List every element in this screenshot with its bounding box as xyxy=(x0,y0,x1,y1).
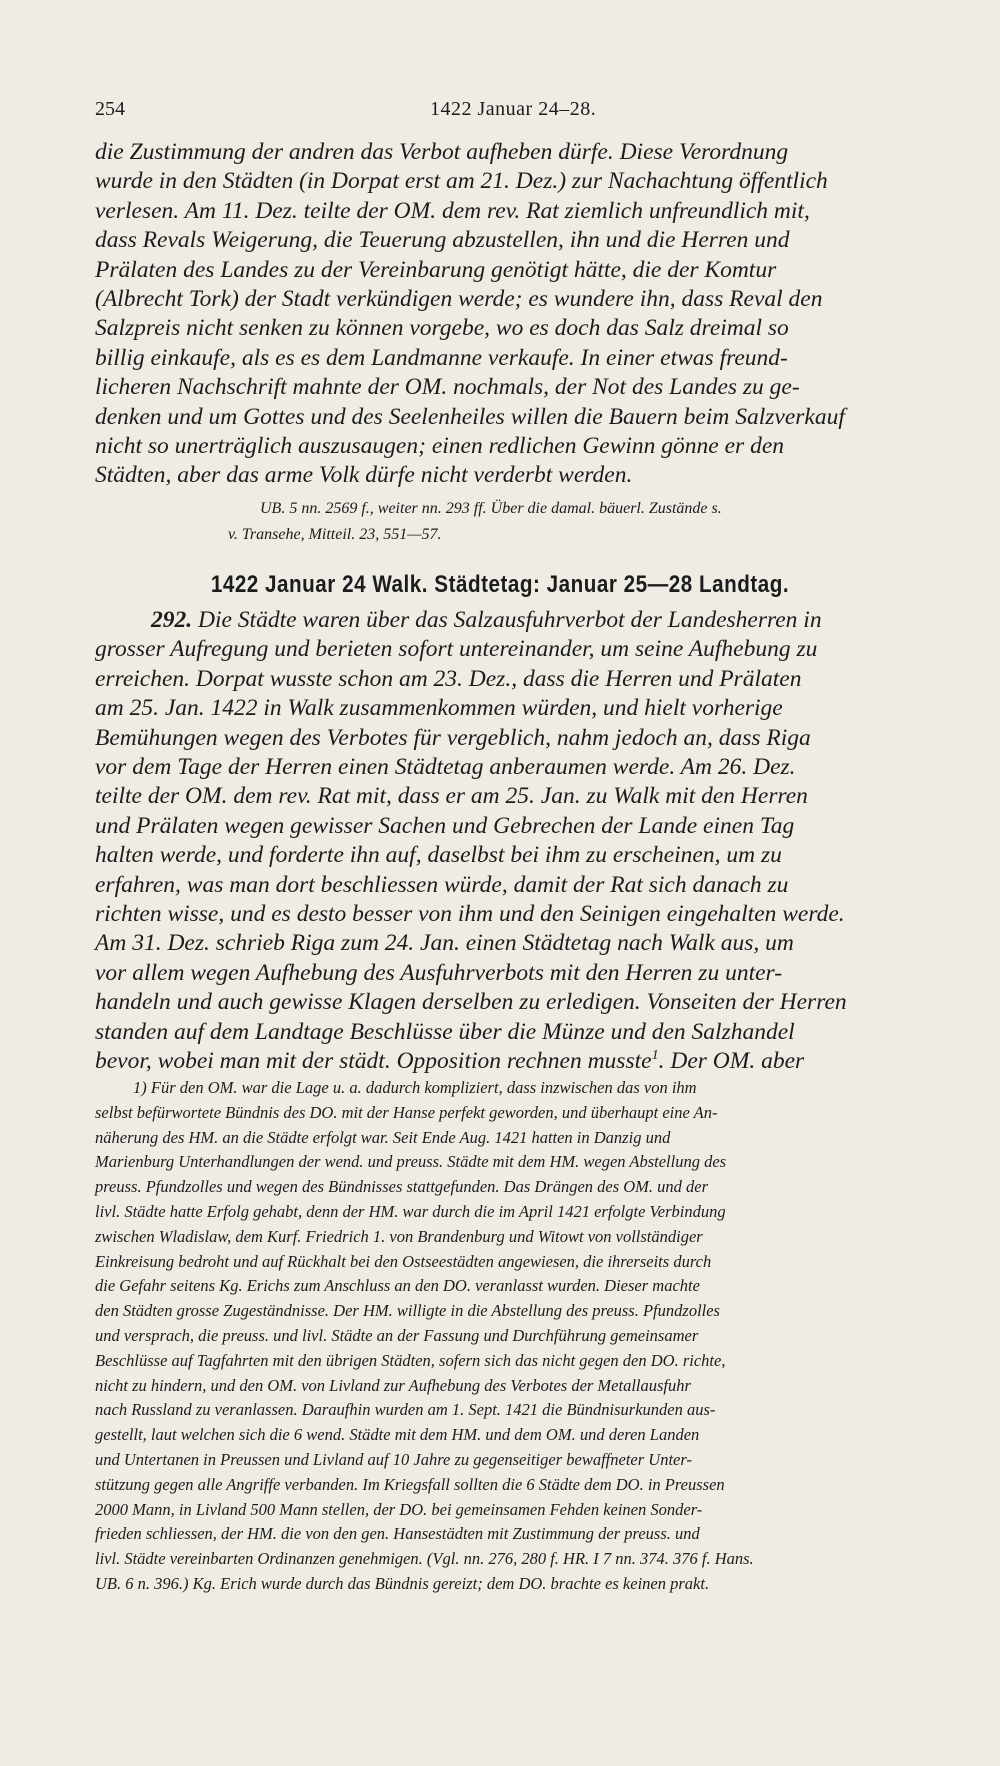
text-line: wurde in den Städten (in Dorpat erst am 21. Dez.) zur Nachachtung öffentlich xyxy=(95,168,828,195)
text-line: halten werde, und forderte ihn auf, daselbst bei ihm zu erscheinen, um zu xyxy=(95,842,782,869)
footnote-line: frieden schliessen, der HM. die von den gen. Hansestädten mit Zustimmung der preuss. und xyxy=(95,1524,700,1544)
footnote-line: und versprach, die preuss. und livl. Städte an der Fassung und Durchführung gemeinsamer xyxy=(95,1325,699,1345)
running-title: 1422 Januar 24–28. xyxy=(430,98,597,120)
text-line: und Prälaten wegen gewisser Sachen und Gebrechen der Lande einen Tag xyxy=(95,812,795,839)
text-line: grosser Aufregung und berieten sofort untereinander, um seine Aufhebung zu xyxy=(95,636,818,663)
text-line: Prälaten des Landes zu der Vereinbarung genötigt hätte, die der Komtur xyxy=(95,256,777,283)
footnote-marker: 1) xyxy=(133,1078,147,1097)
text-line: Salzpreis nicht senken zu können vorgebe, wo es doch das Salz dreimal so xyxy=(95,315,789,342)
footnotes xyxy=(95,1076,925,1597)
footnote-line: Beschlüsse auf Tagfahrten mit den übrigen Städten, sofern sich das nicht gegen den DO. richte, xyxy=(95,1350,726,1370)
footnote-line: die Gefahr seitens Kg. Erichs zum Anschluss an den DO. veranlasst wurden. Dieser machte xyxy=(95,1276,700,1296)
footnote-text: Für den OM. war die Lage u. a. dadurch kompliziert, dass inzwischen das von ihm xyxy=(150,1078,697,1097)
text-line: vor allem wegen Aufhebung des Ausfuhrverbots mit den Herren zu unter- xyxy=(95,959,783,986)
footnote-line: selbst befürwortete Bündnis des DO. mit der Hanse perfekt geworden, und überhaupt eine An- xyxy=(95,1102,718,1122)
footnote-line: nach Russland zu veranlassen. Daraufhin wurden am 1. Sept. 1421 die Bündnisurkunden aus- xyxy=(95,1400,716,1420)
footnote-line: und Untertanen in Preussen und Livland auf 10 Jahre zu gegenseitiger bewaffneter Unter- xyxy=(95,1449,692,1469)
footnote-line: nicht zu hindern, und den OM. von Livland zur Aufhebung des Verbotes der Metallausfuhr xyxy=(95,1375,691,1395)
footnote-line xyxy=(95,1076,925,1101)
footnote-line: preuss. Pfundzolles und wegen des Bündnisses stattgefunden. Das Drängen des OM. und der xyxy=(95,1177,709,1197)
intro-paragraph xyxy=(95,138,943,491)
text-line: Städten, aber das arme Volk dürfe nicht verderbt werden. xyxy=(95,462,633,489)
text-line: handeln und auch gewisse Klagen derselben zu erledigen. Vonseiten der Herren xyxy=(95,989,847,1016)
text-line: richten wisse, und es desto besser von ihm und den Seinigen eingehalten werde. xyxy=(95,901,845,928)
text-line: denken und um Gottes und des Seelenheiles willen die Bauern beim Salzverkauf xyxy=(95,403,845,430)
footnote-line: gestellt, laut welchen sich die 6 wend. Städte mit dem HM. und dem OM. und deren Landen xyxy=(95,1425,700,1445)
text-line: die Zustimmung der andren das Verbot aufheben dürfe. Diese Verordnung xyxy=(95,139,789,165)
footnote-line: 2000 Mann, in Livland 500 Mann stellen, der DO. bei gemeinsamen Fehden keinen Sonder- xyxy=(95,1499,703,1519)
text-line: Am 31. Dez. schrieb Riga zum 24. Jan. einen Städtetag nach Walk aus, um xyxy=(95,930,794,957)
footnote-line: stützung gegen alle Angriffe verbanden. Im Kriegsfall sollten die 6 Städte dem DO. in Preussen xyxy=(95,1474,725,1494)
footnote-line: UB. 6 n. 396.) Kg. Erich wurde durch das Bündnis gereizt; dem DO. brachte es keinen prakt. xyxy=(95,1573,710,1593)
text-line-rest: Die Städte waren über das Salzausfuhrverbot der Landesherren in xyxy=(192,607,822,633)
footnote-line: näherung des HM. an die Städte erfolgt war. Seit Ende Aug. 1421 hatten in Danzig und xyxy=(95,1127,671,1147)
footnote-line: den Städten grosse Zugeständnisse. Der HM. willigte in die Abstellung des preuss. Pfundzolles xyxy=(95,1301,720,1321)
footnote-line: livl. Städte hatte Erfolg gehabt, denn der HM. war durch die im April 1421 erfolgte Verbindung xyxy=(95,1201,726,1221)
footnote-line: Marienburg Unterhandlungen der wend. und preuss. Städte mit dem HM. wegen Abstellung des xyxy=(95,1152,727,1172)
footnote-line: livl. Städte vereinbarten Ordinanzen genehmigen. (Vgl. nn. 276, 280 f. HR. I 7 nn. 374. 376 f. Hans. xyxy=(95,1549,754,1569)
text-line: verlesen. Am 11. Dez. teilte der OM. dem rev. Rat ziemlich unfreundlich mit, xyxy=(95,197,810,224)
source-citation: UB. 5 nn. 2569 f., weiter nn. 293 ff. Über die damal. bäuerl. Zustände s. xyxy=(260,500,722,517)
text-line: dass Revals Weigerung, die Teuerung abzustellen, ihn und die Herren und xyxy=(95,227,790,254)
footnote-line: Einkreisung bedroht und auf Rückhalt bei den Ostseestädten angewiesen, die ihrerseits durch xyxy=(95,1251,712,1271)
source-citation: v. Transehe, Mitteil. 23, 551—57. xyxy=(228,526,442,543)
text-line: Bemühungen wegen des Verbotes für vergeblich, nahm jedoch an, dass Riga xyxy=(95,724,811,751)
document-entry xyxy=(95,606,943,1077)
text-line: teilte der OM. dem rev. Rat mit, dass er am 25. Jan. zu Walk mit den Herren xyxy=(95,783,808,810)
text-line xyxy=(95,1047,943,1076)
running-head xyxy=(95,98,925,128)
section-heading: 1422 Januar 24 Walk. Städtetag: Januar 25—28 Landtag. xyxy=(210,571,790,598)
text-line: erreichen. Dorpat wusste schon am 23. Dez., dass die Herren und Prälaten xyxy=(95,665,802,692)
text-line: (Albrecht Tork) der Stadt verkündigen werde; es wundere ihn, dass Reval den xyxy=(95,286,823,313)
text-line: billig einkaufe, als es es dem Landmanne verkaufe. In einer etwas freund- xyxy=(95,344,788,371)
text-line-part: bevor, wobei man mit der städt. Opposition rechnen musste xyxy=(95,1048,652,1075)
page-number: 254 xyxy=(95,98,125,120)
footnote-line: zwischen Wladislaw, dem Kurf. Friedrich 1. von Brandenburg und Witowt von vollständiger xyxy=(95,1226,703,1246)
footnote-reference[interactable]: 1 xyxy=(651,1047,659,1064)
text-line: licheren Nachschrift mahnte der OM. nochmals, der Not des Landes zu ge- xyxy=(95,374,800,401)
text-line: am 25. Jan. 1422 in Walk zusammenkommen würden, und hielt vorherige xyxy=(95,695,783,722)
text-line: erfahren, was man dort beschliessen würde, damit der Rat sich danach zu xyxy=(95,871,789,898)
text-line: nicht so unerträglich auszusaugen; einen redlichen Gewinn gönne er den xyxy=(95,433,784,460)
text-line-part: . Der OM. aber xyxy=(658,1048,805,1075)
document-number: 292. xyxy=(151,607,193,633)
text-line xyxy=(95,606,943,635)
text-line: standen auf dem Landtage Beschlüsse über die Münze und den Salzhandel xyxy=(95,1018,795,1045)
text-line: vor dem Tage der Herren einen Städtetag anberaumen werde. Am 26. Dez. xyxy=(95,754,796,781)
